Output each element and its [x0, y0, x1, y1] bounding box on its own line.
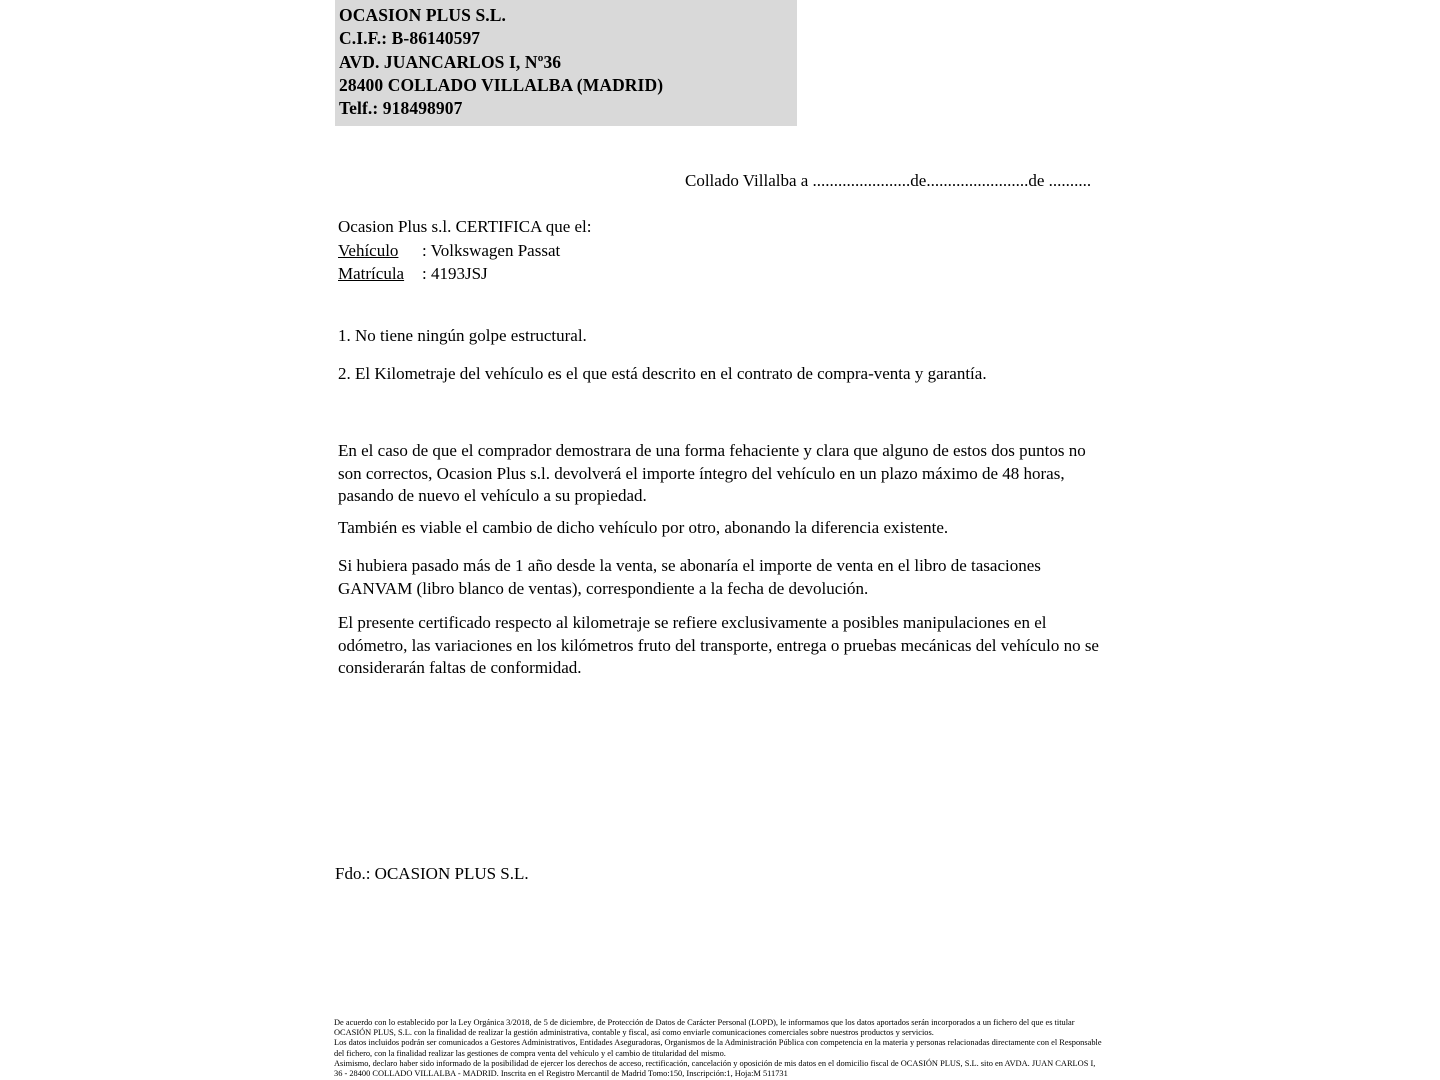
signature-line: Fdo.: OCASION PLUS S.L. — [335, 864, 529, 883]
place-date-line: Collado Villalba a .......................de........................de .......... — [685, 171, 1092, 190]
paragraph-refund: En el caso de que el comprador demostrara de una forma fehaciente y clara que alguno de estos dos puntos no son correctos, Ocasion Plus s.l. devolverá el importe íntegro del vehículo en un plazo máximo de 48 horas, pasando de nuevo el vehículo a su propiedad. — [338, 441, 1086, 505]
company-address-city: 28400 COLLADO VILLALBA (MADRID) — [339, 74, 664, 95]
plate-label: Matrícula — [338, 264, 405, 283]
company-phone: Telf.: 918498907 — [339, 98, 463, 119]
point-1: 1. No tiene ningún golpe estructural. — [338, 326, 587, 345]
paragraph-ganvam: Si hubiera pasado más de 1 año desde la venta, se abonaría el importe de venta en el libro de tasaciones GANVAM (libro blanco de ventas), correspondiente a la fecha de devolución. — [338, 556, 1041, 598]
plate-row — [338, 262, 592, 286]
company-header-block — [335, 0, 797, 126]
legal-paragraph-1: De acuerdo con lo establecido por la Ley Orgánica 3/2018, de 5 de diciembre, de Protección de Datos de Carácter Personal (LOPD), le informamos que los datos aportados serán incorporados a un fichero del que es titular OCASIÓN PLUS, S.L. con la finalidad de realizar la gestión administrativa, contable y fiscal, así como enviarle comunicaciones comerciales sobre nuestros productos y servicios. — [334, 1018, 1075, 1038]
certifies-intro: Ocasion Plus s.l. CERTIFICA que el: — [338, 217, 592, 236]
paragraph-exchange: También es viable el cambio de dicho vehículo por otro, abonando la diferencia existente. — [338, 518, 949, 537]
paragraph-odometer: El presente certificado respecto al kilometraje se refiere exclusivamente a posibles manipulaciones en el odómetro, las variaciones en los kilómetros fruto del transporte, entrega o pruebas mecánicas del vehículo no se considerarán faltas de conformidad. — [338, 613, 1099, 677]
plate-value: : 4193JSJ — [422, 264, 488, 283]
vehicle-value: : Volkswagen Passat — [422, 240, 561, 260]
point-2: 2. El Kilometraje del vehículo es el que está descrito en el contrato de compra-venta y garantía. — [338, 364, 987, 383]
legal-paragraph-3: Asimismo, declaro haber sido informado de la posibilidad de ejercer los derechos de acceso, rectificación, cancelación y oposición de mis datos en el domicilio fiscal de OCASIÓN PLUS, S.L. sito en AVDA. JUAN CARLOS I, 36 - 28400 COLLADO VILLALBA - MADRID. Inscrita en el Registro Mercantil de Madrid Tomo:150, Inscripción:1, Hoja:M 511731 — [334, 1058, 1096, 1079]
vehicle-label: Vehículo — [338, 240, 399, 260]
legal-notice — [334, 1018, 1104, 1079]
company-name: OCASION PLUS S.L. — [339, 5, 507, 25]
legal-paragraph-2: Los datos incluidos podrán ser comunicados a Gestores Administrativos, Entidades Aseguradoras, Organismos de la Administración Pública con competencia en la materia y personas relacionadas directamente con el Responsable del fichero, con la finalidad realizar las gestiones de compra venta del vehículo y el cambio de titularidad del mismo. — [334, 1038, 1102, 1058]
certifies-block — [338, 215, 592, 286]
vehicle-row — [338, 239, 592, 263]
company-address-street: AVD. JUANCARLOS I, Nº36 — [339, 51, 562, 72]
company-cif: C.I.F.: B-86140597 — [339, 28, 481, 49]
